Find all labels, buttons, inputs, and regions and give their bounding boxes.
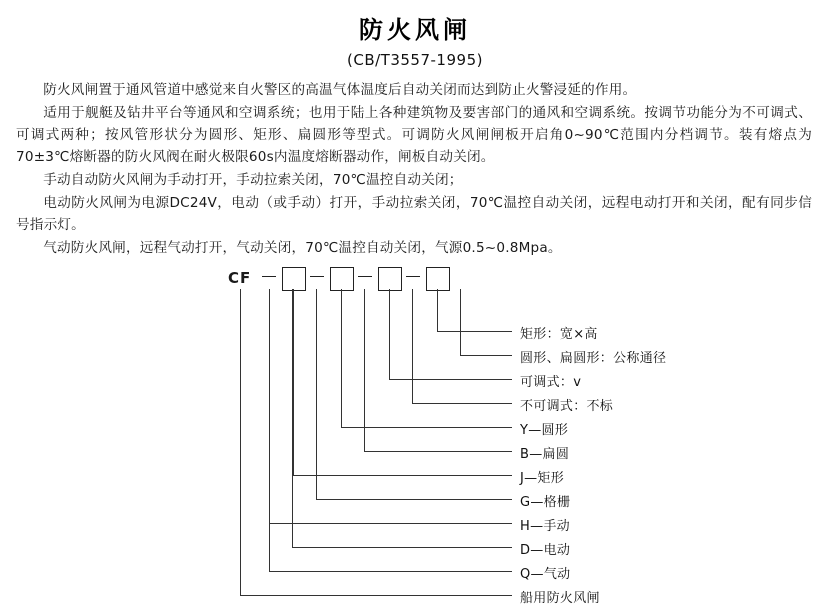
standard-code: (CB/T3557-1995) <box>347 51 483 69</box>
separator-dash-3 <box>358 276 372 277</box>
leader-horizontal-8 <box>316 499 512 500</box>
leader-vertical-5 <box>341 289 342 427</box>
document-page <box>0 10 830 606</box>
model-designation-diagram <box>0 267 830 606</box>
leader-horizontal-1 <box>437 331 512 332</box>
leader-vertical-1 <box>437 289 438 331</box>
legend-item-1: 矩形：宽×高 <box>520 327 598 343</box>
code-box-3 <box>378 267 402 291</box>
leader-horizontal-6 <box>364 451 512 452</box>
leader-vertical-6 <box>364 289 365 451</box>
leader-horizontal-3 <box>389 379 512 380</box>
paragraph-2: 适用于舰艇及钻井平台等通风和空调系统；也用于陆上各种建筑物及要害部门的通风和空调系统。按调节功能分为不可调式、可调式两种；按风管形状分为圆形、矩形、扁圆形等型式。可调防火风闸闸板开启角0~90℃范围内分档调节。装有熔点为70±3℃熔断器的防火风阀在耐火极限60s内温度熔断器动作，闸板自动关闭。 <box>16 105 812 166</box>
legend-item-9: H—手动 <box>520 519 570 535</box>
legend-item-12: 船用防火风闸 <box>520 591 600 606</box>
legend-item-10: D—电动 <box>520 543 571 559</box>
leader-horizontal-4 <box>412 403 512 404</box>
separator-dash-1 <box>262 276 276 277</box>
leader-horizontal-11 <box>269 571 512 572</box>
code-box-4 <box>426 267 450 291</box>
legend-item-5: Y—圆形 <box>520 423 569 439</box>
leader-horizontal-5 <box>341 427 512 428</box>
legend-item-3: 可调式：v <box>520 375 582 391</box>
model-prefix: CF <box>228 269 252 288</box>
leader-horizontal-7 <box>293 475 512 476</box>
leader-horizontal-10 <box>292 547 512 548</box>
separator-dash-2 <box>310 276 324 277</box>
leader-vertical-2 <box>460 289 461 355</box>
leader-horizontal-2 <box>460 355 512 356</box>
legend-item-4: 不可调式：不标 <box>520 399 614 415</box>
legend-item-2: 圆形、扁圆形：公称通径 <box>520 351 667 367</box>
page-title: 防火风闸 <box>359 16 471 44</box>
code-box-2 <box>330 267 354 291</box>
separator-dash-4 <box>406 276 420 277</box>
leader-horizontal-9 <box>269 523 512 524</box>
legend-item-6: B—扁圆 <box>520 447 570 463</box>
paragraph-1: 防火风闸置于通风管道中感觉来自火警区的高温气体温度后自动关闭而达到防止火警浸延的作用。 <box>43 82 637 98</box>
paragraph-5: 气动防火风闸，远程气动打开，气动关闭，70℃温控自动关闭，气源0.5~0.8Mpa。 <box>43 240 562 257</box>
legend-item-7: J—矩形 <box>520 471 565 487</box>
leader-vertical-8 <box>316 289 317 499</box>
body-text <box>0 79 830 259</box>
leader-vertical-7 <box>293 289 294 475</box>
paragraph-3: 手动自动防火风闸为手动打开，手动拉索关闭，70℃温控自动关闭； <box>43 172 463 189</box>
leader-vertical-12 <box>240 289 241 595</box>
legend-item-8: G—格栅 <box>520 495 571 511</box>
leader-vertical-3 <box>389 289 390 379</box>
leader-vertical-11 <box>269 289 270 571</box>
code-box-1 <box>282 267 306 291</box>
leader-vertical-10 <box>292 289 293 547</box>
legend-item-11: Q—气动 <box>520 567 571 583</box>
paragraph-4: 电动防火风闸为电源DC24V，电动（或手动）打开，手动拉索关闭，70℃温控自动关闭，远程电动打开和关闭，配有同步信号指示灯。 <box>16 195 812 234</box>
leader-horizontal-12 <box>240 595 512 596</box>
leader-vertical-4 <box>412 289 413 403</box>
model-code-row <box>0 267 830 301</box>
